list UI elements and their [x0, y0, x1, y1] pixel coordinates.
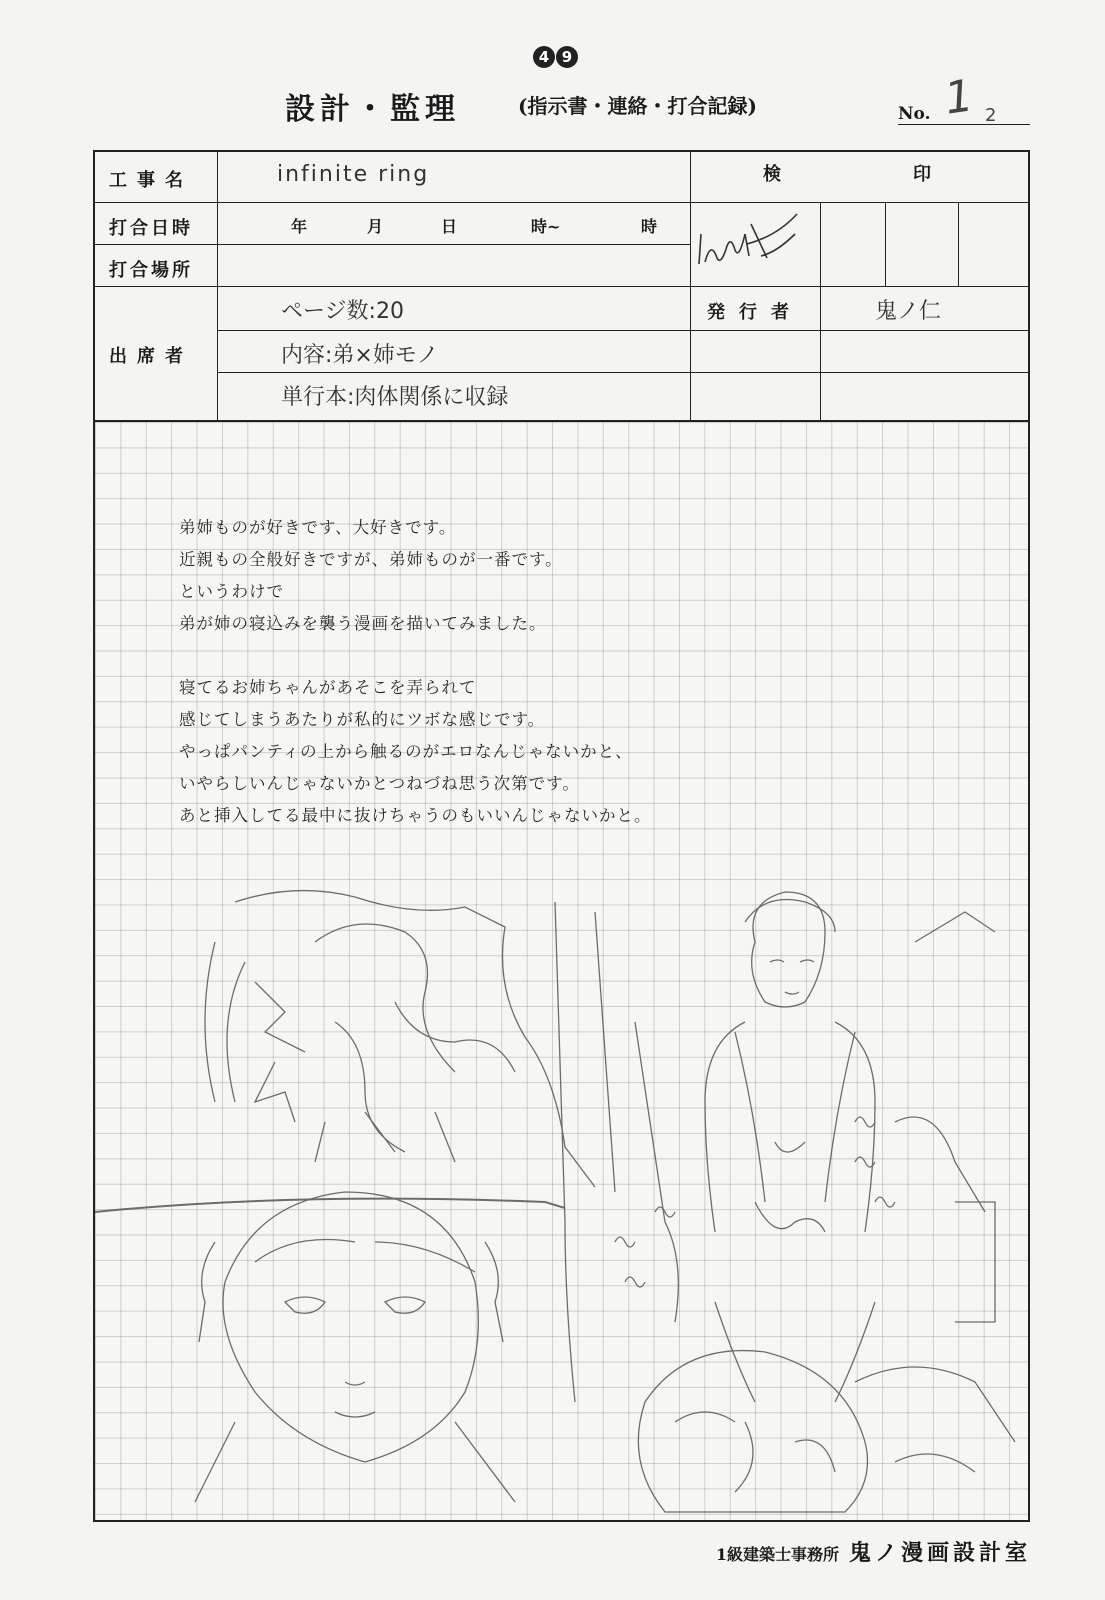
issuer-value: 鬼ノ仁	[875, 299, 942, 324]
project-name-label: 工事名	[109, 170, 193, 191]
inspection-label: 検	[763, 164, 791, 185]
document-title: 設計・監理	[285, 92, 460, 127]
form-rule	[820, 202, 821, 286]
datetime-unit-month: 月	[367, 217, 384, 236]
form-rule	[95, 202, 690, 203]
seal-label: 印	[913, 164, 941, 185]
note-line: いやらしいんじゃないかとつねづね思う次第です。	[179, 774, 580, 793]
pencil-sketch-illustration	[95, 422, 1030, 1520]
form-rule	[217, 152, 218, 422]
form-rule	[217, 372, 1030, 373]
form-rule	[217, 330, 1030, 331]
note-line: あと挿入してる最中に抜けちゃうのもいいんじゃないかと。	[179, 806, 652, 825]
datetime-unit-day: 日	[441, 217, 458, 236]
note-line: 弟姉ものが好きです、大好きです。	[179, 518, 457, 537]
datetime-unit-hour-to: 時	[641, 217, 658, 236]
form-rule	[958, 202, 959, 286]
footer-office: 1級建築士事務所	[715, 1545, 839, 1564]
page-number-digit: 9	[556, 46, 578, 68]
attendee-line: 単行本:肉体関係に収録	[281, 385, 509, 410]
meeting-record-form	[93, 150, 1030, 422]
sheet-number-value: 1	[941, 70, 977, 125]
form-rule	[690, 202, 1030, 203]
inspection-signature	[691, 204, 819, 284]
page-number-badge	[533, 46, 578, 68]
form-rule	[95, 286, 1030, 287]
sheet-number-label: No.	[898, 104, 931, 124]
note-line: やっぱパンティの上から触るのがエロなんじゃないかと、	[179, 742, 633, 761]
footer-credit	[716, 1536, 1031, 1567]
meeting-datetime-label: 打合日時	[109, 218, 193, 239]
page-number-digit: 4	[533, 46, 555, 68]
form-rule	[95, 244, 690, 245]
note-line: 弟が姉の寝込みを襲う漫画を描いてみました。	[179, 614, 547, 633]
datetime-unit-year: 年	[291, 217, 308, 236]
note-line: 近親もの全般好きですが、弟姉ものが一番です。	[179, 550, 563, 569]
issuer-label: 発行者	[707, 302, 803, 323]
note-line: 感じてしまうあたりが私的にツボな感じです。	[179, 710, 546, 729]
form-rule	[820, 286, 821, 422]
sheet-number-total: 2	[985, 105, 997, 126]
sheet-number-underline	[898, 124, 1030, 125]
attendee-line: 内容:弟×姉モノ	[281, 343, 439, 368]
meeting-place-label: 打合場所	[109, 260, 193, 281]
attendees-label: 出席者	[109, 346, 193, 367]
attendee-line: ページ数:20	[281, 299, 404, 324]
note-line: というわけで	[179, 582, 284, 601]
form-rule	[690, 152, 691, 422]
note-line: 寝てるお姉ちゃんがあそこを弄られて	[179, 678, 477, 697]
graph-paper-area	[93, 422, 1030, 1522]
datetime-unit-hour-from: 時~	[531, 217, 561, 236]
document-subtitle: (指示書・連絡・打合記録)	[518, 94, 757, 118]
form-rule	[885, 202, 886, 286]
footer-studio: 鬼ノ漫画設計室	[848, 1540, 1031, 1566]
project-name-value: infinite ring	[277, 162, 430, 187]
